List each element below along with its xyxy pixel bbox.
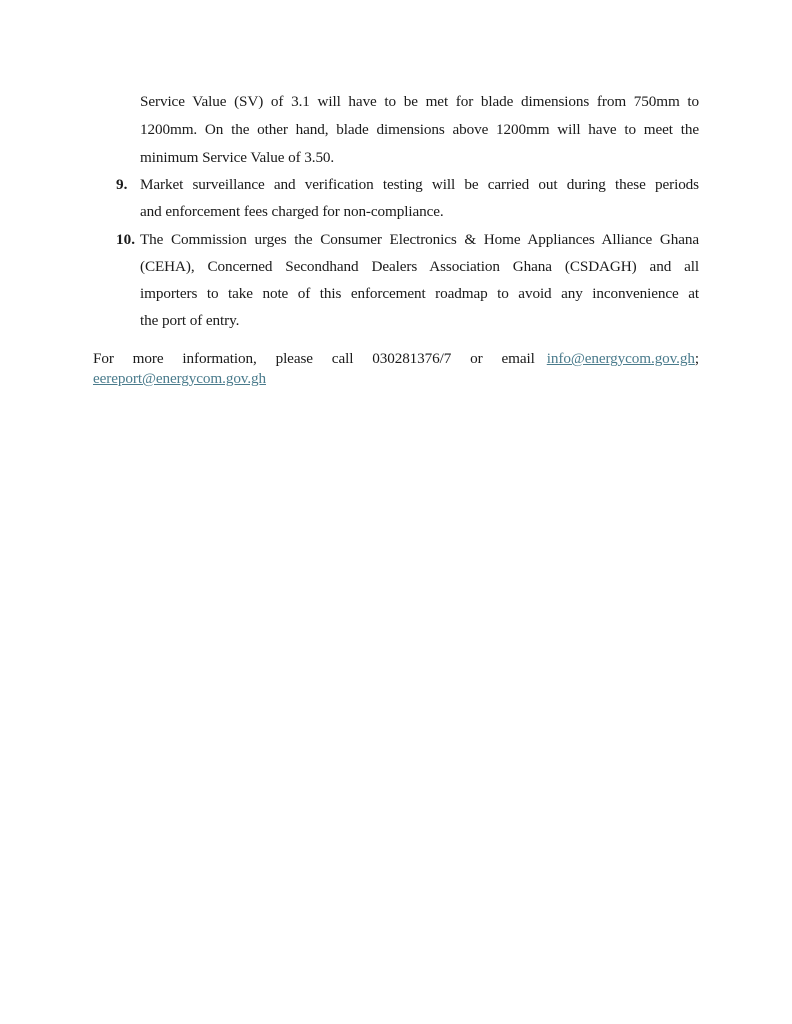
- list-item-9-line-2: and enforcement fees charged for non-compliance.: [140, 203, 444, 220]
- contact-email-1-wrap: [547, 349, 699, 369]
- continuation-line-3: minimum Service Value of 3.50.: [140, 149, 335, 166]
- email-link-eereport[interactable]: eereport@energycom.gov.gh: [93, 370, 267, 387]
- continuation-line-2: 1200mm. On the other hand, blade dimensions above 1200mm will have to meet the: [140, 121, 699, 138]
- list-item-10-line-2: (CEHA), Concerned Secondhand Dealers Association Ghana (CSDAGH) and all: [140, 258, 699, 275]
- list-item-number-9: 9.: [116, 176, 128, 193]
- contact-line-2: [93, 369, 266, 389]
- list-item-10-line-3: importers to take note of this enforcement roadmap to avoid any inconvenience at: [140, 285, 699, 302]
- continuation-line-1: Service Value (SV) of 3.1 will have to be met for blade dimensions from 750mm to: [140, 93, 699, 110]
- contact-line-1: [93, 349, 699, 369]
- list-item-10-line-1: The Commission urges the Consumer Electronics & Home Appliances Alliance Ghana: [140, 231, 699, 248]
- contact-prefix: [93, 349, 535, 369]
- contact-prefix-text: For more information, please call 030281376/7 or email: [93, 350, 535, 367]
- list-item-9-line-1: Market surveillance and verification testing will be carried out during these periods: [140, 176, 699, 193]
- list-item-number-10: 10.: [116, 231, 135, 248]
- email-link-info[interactable]: info@energycom.gov.gh: [546, 350, 695, 367]
- contact-separator: ;: [694, 350, 699, 367]
- list-item-10-line-4: the port of entry.: [140, 312, 240, 329]
